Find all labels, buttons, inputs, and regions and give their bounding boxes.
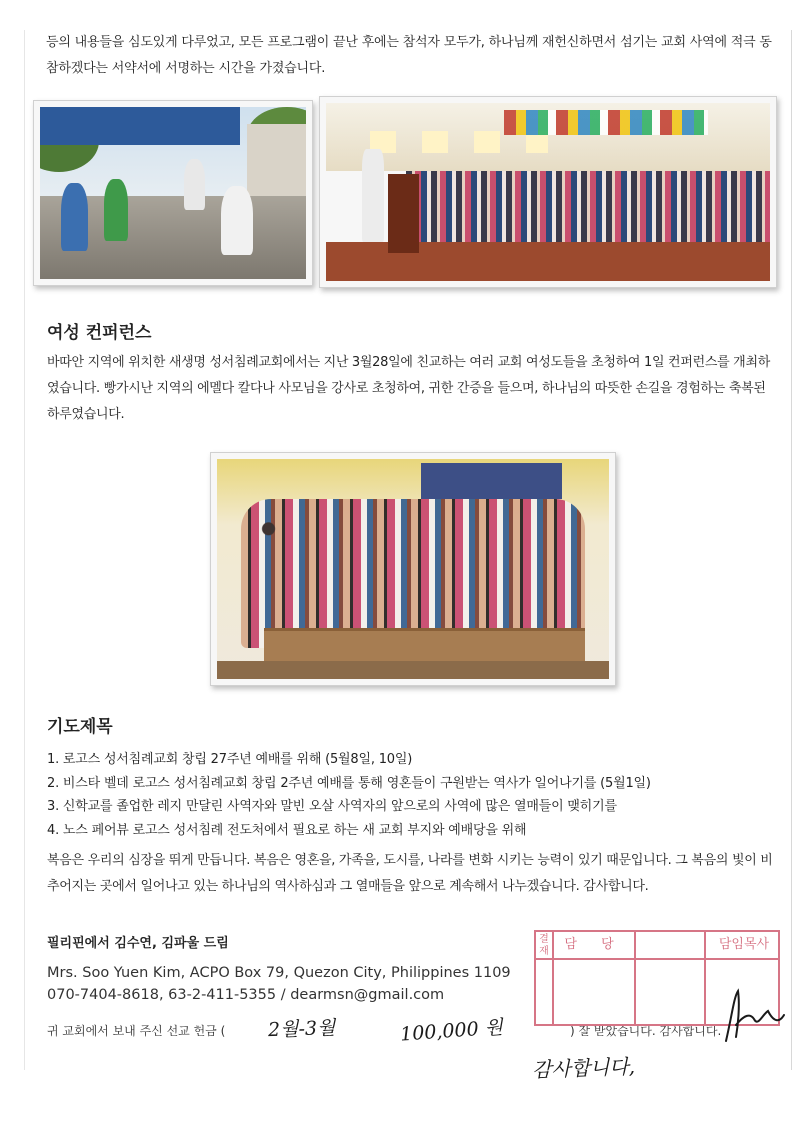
stamp-col-staff: 담 당 — [554, 932, 636, 958]
handwritten-signature — [718, 985, 788, 1045]
page-left-edge — [24, 30, 25, 1070]
conference-paragraph: 바따안 지역에 위치한 새생명 성서침례교회에서는 지난 3월28일에 친교하는 여러 교회 여성도들을 초청하여 1일 컨퍼런스를 개최하였습니다. 빵가시난 지역의 에멜다 칼다나 사모님을 강사로 초청하여, 귀한 간증을 들으며, 하나님의 따뜻한 손길을 경험하는 축복된 하루였습니다. — [47, 355, 770, 422]
prayer-heading: 기도제목 — [47, 717, 113, 737]
handwritten-thanks: 감사합니다, — [531, 1054, 636, 1082]
handwritten-period: 2월-3월 — [267, 1016, 336, 1042]
contact-info: 070-7404-8618, 63-2-411-5355 / dearmsn@gmail.com — [47, 987, 445, 1003]
receipt-suffix: ) 잘 받았습니다. 감사합니다. — [570, 1024, 722, 1038]
women-conference-group-photo — [210, 452, 616, 686]
stamp-col-middle — [636, 932, 706, 958]
intro-paragraph: 등의 내용들을 심도있게 다루었고, 모든 프로그램이 끝난 후에는 참석자 모두가, 하나님께 재헌신하면서 섬기는 교회 사역에 적극 동참하겠다는 서약서에 서명하는 시간을 가졌습니다. — [46, 35, 772, 76]
conference-heading: 여성 컨퍼런스 — [47, 323, 152, 343]
sender-address-block — [47, 962, 511, 1006]
mailing-address: Mrs. Soo Yuen Kim, ACPO Box 79, Quezon City, Philippines 1109 — [47, 965, 511, 981]
stamp-col-pastor: 담임목사 — [718, 937, 770, 952]
handwritten-amount: 100,000 원 — [399, 1016, 504, 1046]
prayer-item: 4. 노스 페어뷰 로고스 성서침례 전도처에서 필요로 하는 새 교회 부지와 예배당을 위해 — [47, 822, 527, 838]
sender-signoff: 필리핀에서 김수연, 김파울 드림 — [47, 936, 229, 951]
prayer-item: 3. 신학교를 졸업한 레지 만달린 사역자와 말빈 오살 사역자의 앞으로의 사역에 많은 열매들이 맺히기를 — [47, 799, 617, 814]
stamp-side-label: 결재 — [536, 932, 554, 958]
prayer-item: 2. 비스타 벨데 로고스 성서침례교회 창립 2주년 예배를 통해 영혼들이 구원받는 역사가 일어나기를 (5월1일) — [47, 775, 651, 791]
prayer-item: 1. 로고스 성서침례교회 창립 27주년 예배를 위해 (5월8일, 10일) — [47, 752, 413, 767]
prayer-list — [47, 748, 651, 842]
church-gathering-photo — [319, 96, 777, 288]
receipt-prefix: 귀 교회에서 보내 주신 선교 헌금 ( — [47, 1024, 226, 1038]
outdoor-meeting-photo — [33, 100, 313, 286]
page-right-edge — [791, 30, 792, 1070]
gospel-paragraph: 복음은 우리의 심장을 뛰게 만듭니다. 복음은 영혼을, 가족을, 도시를, 나라를 변화 시키는 능력이 있기 때문입니다. 그 복음의 빛이 비추어지는 곳에서 일어나고 있는 하나님의 역사하심과 그 열매들을 앞으로 계속해서 나누겠습니다. 감사합니다. — [47, 853, 773, 894]
